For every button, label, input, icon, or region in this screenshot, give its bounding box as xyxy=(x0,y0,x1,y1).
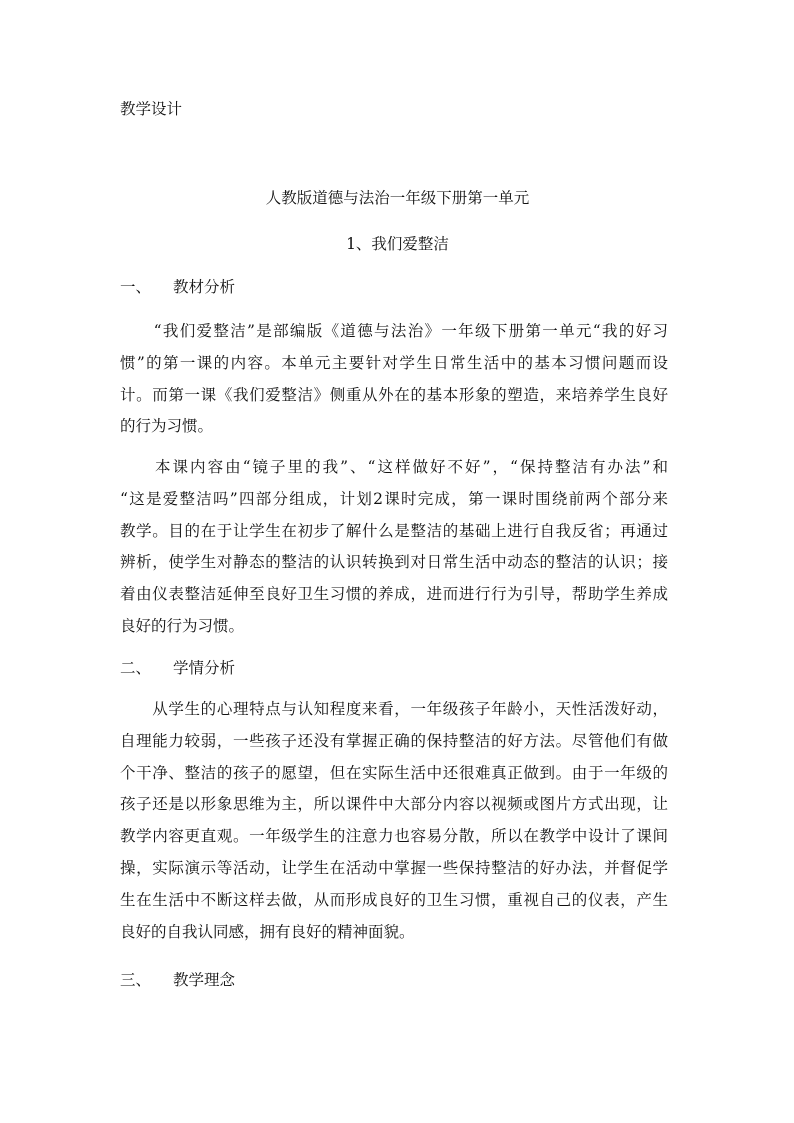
section-number: 二、 xyxy=(120,659,152,677)
text-line: 良好的行为习惯。 xyxy=(120,616,245,635)
section-title: 教材分析 xyxy=(173,278,236,296)
text-line: 惯”的第一课的内容。本单元主要针对学生日常生活中的基本习惯问题而设 xyxy=(120,353,668,372)
text-line: 孩子还是以形象思维为主，所以课件中大部分内容以视频或图片方式出现，让 xyxy=(120,795,668,814)
text-line: 个干净、整洁的孩子的愿望，但在实际生活中还很难真正做到。由于一年级的 xyxy=(120,763,668,782)
text-line: 本课内容由“镜子里的我”、“这样做好不好”，“保持整洁有办法”和 xyxy=(120,458,668,476)
doc-label: 教学设计 xyxy=(120,100,183,118)
section-number: 三、 xyxy=(120,971,152,989)
text-line: 辨析，使学生对静态的整洁的认识转换到对日常生活中动态的整洁的认识；接 xyxy=(120,553,668,572)
section-title: 教学理念 xyxy=(173,971,236,989)
text-line: 从学生的心理特点与认知程度来看，一年级孩子年龄小，天性活泼好动， xyxy=(120,700,668,718)
text-line: 生在生活中不断这样去做，从而形成良好的卫生习惯，重视自己的仪表，产生 xyxy=(120,890,668,909)
paragraph-textbook-analysis xyxy=(120,316,668,443)
text-line: 的行为习惯。 xyxy=(120,417,214,436)
text-line: 教学内容更直观。一年级学生的注意力也容易分散，所以在教学中设计了课间 xyxy=(120,827,668,846)
section-title: 学情分析 xyxy=(173,659,236,677)
section-number: 一、 xyxy=(120,278,152,296)
text-line: “这是爱整洁吗”四部分组成，计划2课时完成，第一课时围绕前两个部分来 xyxy=(120,489,668,508)
paragraph-lesson-content xyxy=(120,452,668,643)
text-line: 良好的自我认同感，拥有良好的精神面貌。 xyxy=(120,922,415,941)
text-line: 计。而第一课《我们爱整洁》侧重从外在的基本形象的塑造，来培养学生良好 xyxy=(120,385,668,404)
section-heading-3 xyxy=(120,968,665,990)
text-line: 着由仪表整洁延伸至良好卫生习惯的养成，进而进行行为引导，帮助学生养成 xyxy=(120,585,668,604)
doc-title: 人教版道德与法治一年级下册第一单元 xyxy=(265,189,530,207)
text-line: 操，实际演示等活动，让学生在活动中掌握一些保持整洁的好办法，并督促学 xyxy=(120,858,668,877)
section-heading-2 xyxy=(120,656,665,678)
lesson-title: 1、我们爱整洁 xyxy=(346,235,449,253)
text-line: 自理能力较弱，一些孩子还没有掌握正确的保持整洁的好方法。尽管他们有做 xyxy=(120,731,668,750)
section-heading-1 xyxy=(120,275,665,297)
text-line: 教学。目的在于让学生在初步了解什么是整洁的基础上进行自我反省；再通过 xyxy=(120,521,668,540)
text-line: “我们爱整洁”是部编版《道德与法治》一年级下册第一单元“我的好习 xyxy=(120,322,668,340)
paragraph-student-analysis xyxy=(120,694,668,948)
